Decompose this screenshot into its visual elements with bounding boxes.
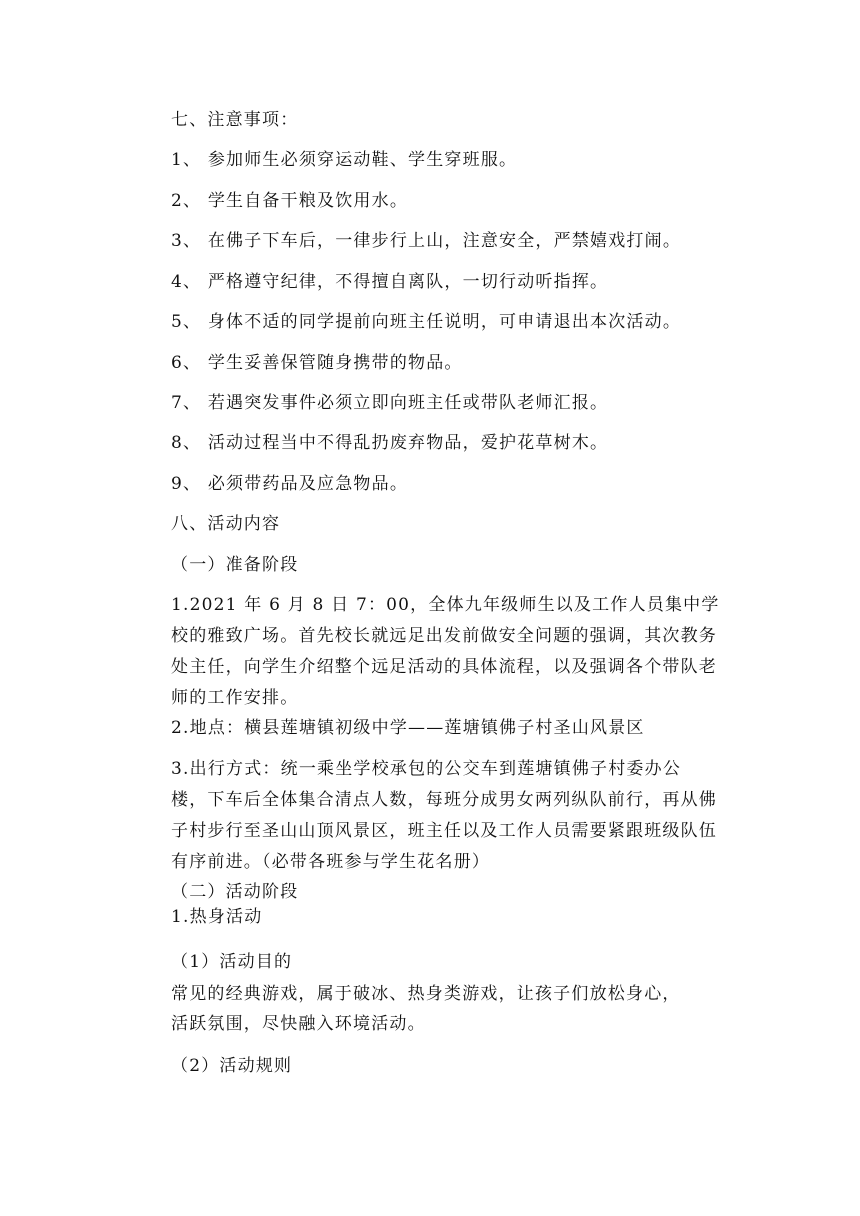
- prep-item-3-line-1: 3.出行方式：统一乘坐学校承包的公交车到莲塘镇佛子村委办公: [171, 759, 682, 779]
- prep-item-3-line-4: 有序前进。（必带各班参与学生花名册）: [171, 852, 491, 872]
- prep-item-1-line-1: 1.2021 年 6 月 8 日 7：00，全体九年级师生以及工作人员集中学: [171, 595, 720, 615]
- section-7-heading: 七、注意事项：: [171, 110, 299, 130]
- activity-stage-heading: （二）活动阶段: [171, 882, 299, 902]
- prep-item-3-line-3: 子村步行至圣山山顶风景区，班主任以及工作人员需要紧跟班级队伍: [171, 821, 717, 841]
- warmup-heading: 1.热身活动: [171, 907, 263, 927]
- rules-heading: （2）活动规则: [171, 1056, 293, 1076]
- section-8-heading: 八、活动内容: [171, 514, 281, 534]
- notice-item-7: 7、 若遇突发事件必须立即向班主任或带队老师汇报。: [171, 393, 609, 413]
- notice-item-2: 2、 学生自备干粮及饮用水。: [171, 191, 409, 211]
- notice-item-3: 3、 在佛子下车后，一律步行上山，注意安全，严禁嬉戏打闹。: [171, 231, 682, 251]
- notice-item-5: 5、 身体不适的同学提前向班主任说明，可申请退出本次活动。: [171, 312, 682, 332]
- prep-item-3-line-2: 楼，下车后全体集合清点人数，每班分成男女两列纵队前行，再从佛: [171, 790, 717, 810]
- prep-item-1-line-4: 师的工作安排。: [171, 688, 299, 708]
- purpose-line-2: 活跃氛围，尽快融入环境活动。: [171, 1014, 426, 1034]
- purpose-line-1: 常见的经典游戏，属于破冰、热身类游戏，让孩子们放松身心，: [171, 984, 681, 1004]
- notice-item-1: 1、 参加师生必须穿运动鞋、学生穿班服。: [171, 150, 518, 170]
- purpose-heading: （1）活动目的: [171, 952, 293, 972]
- prep-item-2: 2.地点：横县莲塘镇初级中学——莲塘镇佛子村圣山风景区: [171, 718, 645, 738]
- notice-item-9: 9、 必须带药品及应急物品。: [171, 474, 409, 494]
- prep-item-1-line-3: 处主任，向学生介绍整个远足活动的具体流程，以及强调各个带队老: [171, 657, 717, 677]
- notice-item-4: 4、 严格遵守纪律，不得擅自离队，一切行动听指挥。: [171, 272, 609, 292]
- notice-item-6: 6、 学生妥善保管随身携带的物品。: [171, 353, 463, 373]
- notice-item-8: 8、 活动过程当中不得乱扔废弃物品，爱护花草树木。: [171, 433, 609, 453]
- prep-item-1-line-2: 校的雅致广场。首先校长就远足出发前做安全问题的强调，其次教务: [171, 626, 717, 646]
- prep-stage-heading: （一）准备阶段: [171, 555, 299, 575]
